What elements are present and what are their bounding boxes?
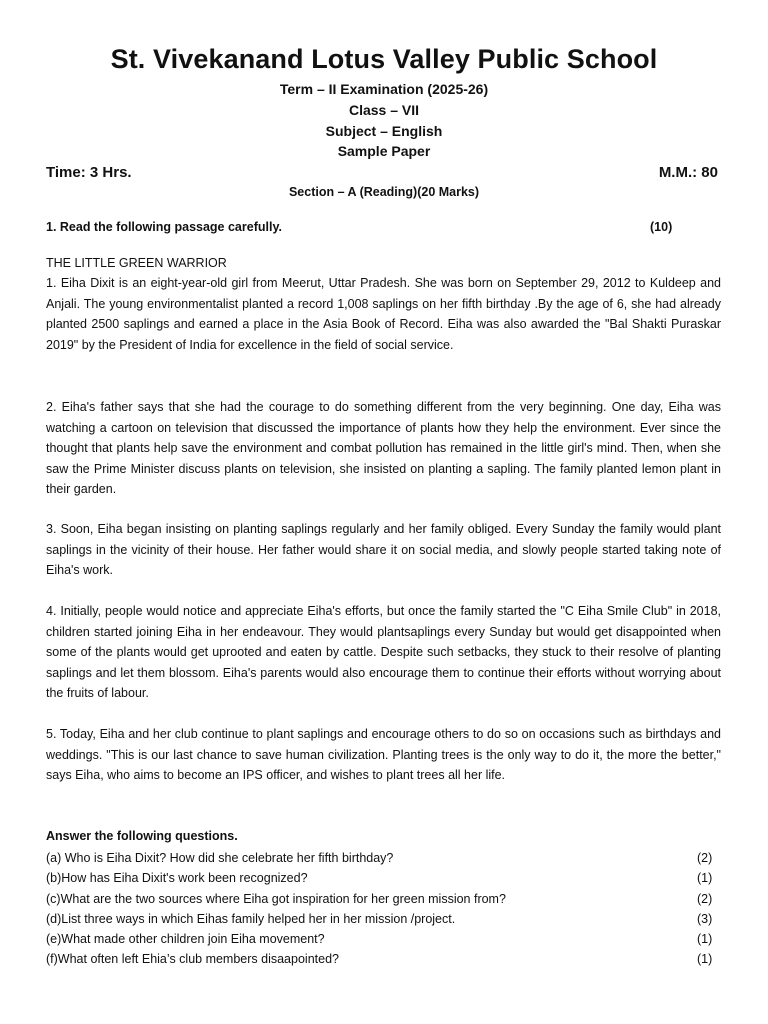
- question-text: (e)What made other children join Eiha movement?: [46, 932, 325, 947]
- passage-paragraph-3: 3. Soon, Eiha began insisting on planting saplings regularly and her family obliged. Every Sunday the family would plant saplings in the vicinity of their house. Her father would share it on social media, and slowly people started taking note of Eiha's work.: [46, 522, 721, 577]
- question-1-instruction: 1. Read the following passage carefully.: [46, 220, 282, 234]
- question-marks: (2): [697, 851, 713, 865]
- passage-paragraph-4: 4. Initially, people would notice and appreciate Eiha's efforts, but once the family started the "C Eiha Smile Club" in 2018, children started joining Eiha in her endeavour. They would plantsaplings every Sunday but would get disappointed when some of the plants would get uprooted and eaten by cattle. Despite such setbacks, they stuck to their resolve of planting saplings and let them blossom. Eiha's parents would also encourage them to continue their efforts without worrying about the fruits of labour.: [46, 604, 721, 700]
- section-heading: Section – A (Reading)(20 Marks): [288, 185, 480, 199]
- question-item: [46, 848, 721, 868]
- question-marks: (1): [697, 871, 713, 886]
- question-item: [46, 909, 721, 929]
- question-marks: (1): [697, 932, 713, 947]
- school-name: St. Vivekanand Lotus Valley Public School: [110, 44, 658, 74]
- paper-type-label: Sample Paper: [337, 143, 431, 159]
- passage-paragraph-5: 5. Today, Eiha and her club continue to plant saplings and encourage others to do so on occasions such as birthdays and weddings. "This is our last chance to save human civilization. Planting trees is the only way to do it, the more the better," says Eiha, who aims to become an IPS officer, and wishes to plant trees all her life.: [46, 727, 721, 782]
- max-marks-label: M.M.: 80: [658, 164, 718, 181]
- passage-title: THE LITTLE GREEN WARRIOR: [46, 256, 227, 270]
- question-marks: (3): [697, 911, 713, 926]
- class-label: Class – VII: [348, 102, 420, 118]
- question-list: [46, 848, 721, 970]
- time-label: Time: 3 Hrs.: [46, 164, 132, 181]
- question-1-marks: (10): [650, 220, 673, 234]
- question-item: [46, 929, 721, 949]
- question-text: (d)List three ways in which Eihas family helped her in her mission /project.: [46, 911, 456, 926]
- question-marks: (2): [697, 891, 713, 906]
- question-text: (b)How has Eiha Dixit's work been recognized?: [46, 871, 308, 886]
- exam-title: Term – II Examination (2025-26): [279, 81, 489, 97]
- passage-paragraph-1: 1. Eiha Dixit is an eight-year-old girl from Meerut, Uttar Pradesh. She was born on September 29, 2012 to Kuldeep and Anjali. The young environmentalist planted a record 1,008 saplings on her fifth birthday .By the age of 6, she had already planted 2500 saplings and earned a place in the Asia Book of Record. Eiha was also awarded the "Bal Shakti Puraskar 2019" by the President of India for excellence in the field of social service.: [46, 276, 721, 352]
- passage-paragraph-2: 2. Eiha's father says that she had the courage to do something different from the very beginning. One day, Eiha was watching a cartoon on television that discussed the importance of plants how they help the environment. Ever since the thought that plants help save the environment and combat pollution has remained in the little girl's mind. Then, when she saw the Prime Minister discuss plants on television, she insisted on planting a sapling. The family planted lemon plant in their garden.: [46, 400, 721, 496]
- subject-label: Subject – English: [325, 123, 443, 139]
- question-marks: (1): [697, 952, 713, 967]
- question-item: [46, 868, 721, 888]
- question-text: (f)What often left Ehia’s club members disaapointed?: [46, 952, 339, 967]
- question-text: (a) Who is Eiha Dixit? How did she celebrate her fifth birthday?: [46, 851, 394, 865]
- question-text: (c)What are the two sources where Eiha got inspiration for her green mission from?: [46, 891, 506, 906]
- question-item: [46, 889, 721, 909]
- questions-heading: Answer the following questions.: [46, 829, 238, 843]
- time-marks-row: [46, 164, 718, 181]
- question-item: [46, 949, 721, 969]
